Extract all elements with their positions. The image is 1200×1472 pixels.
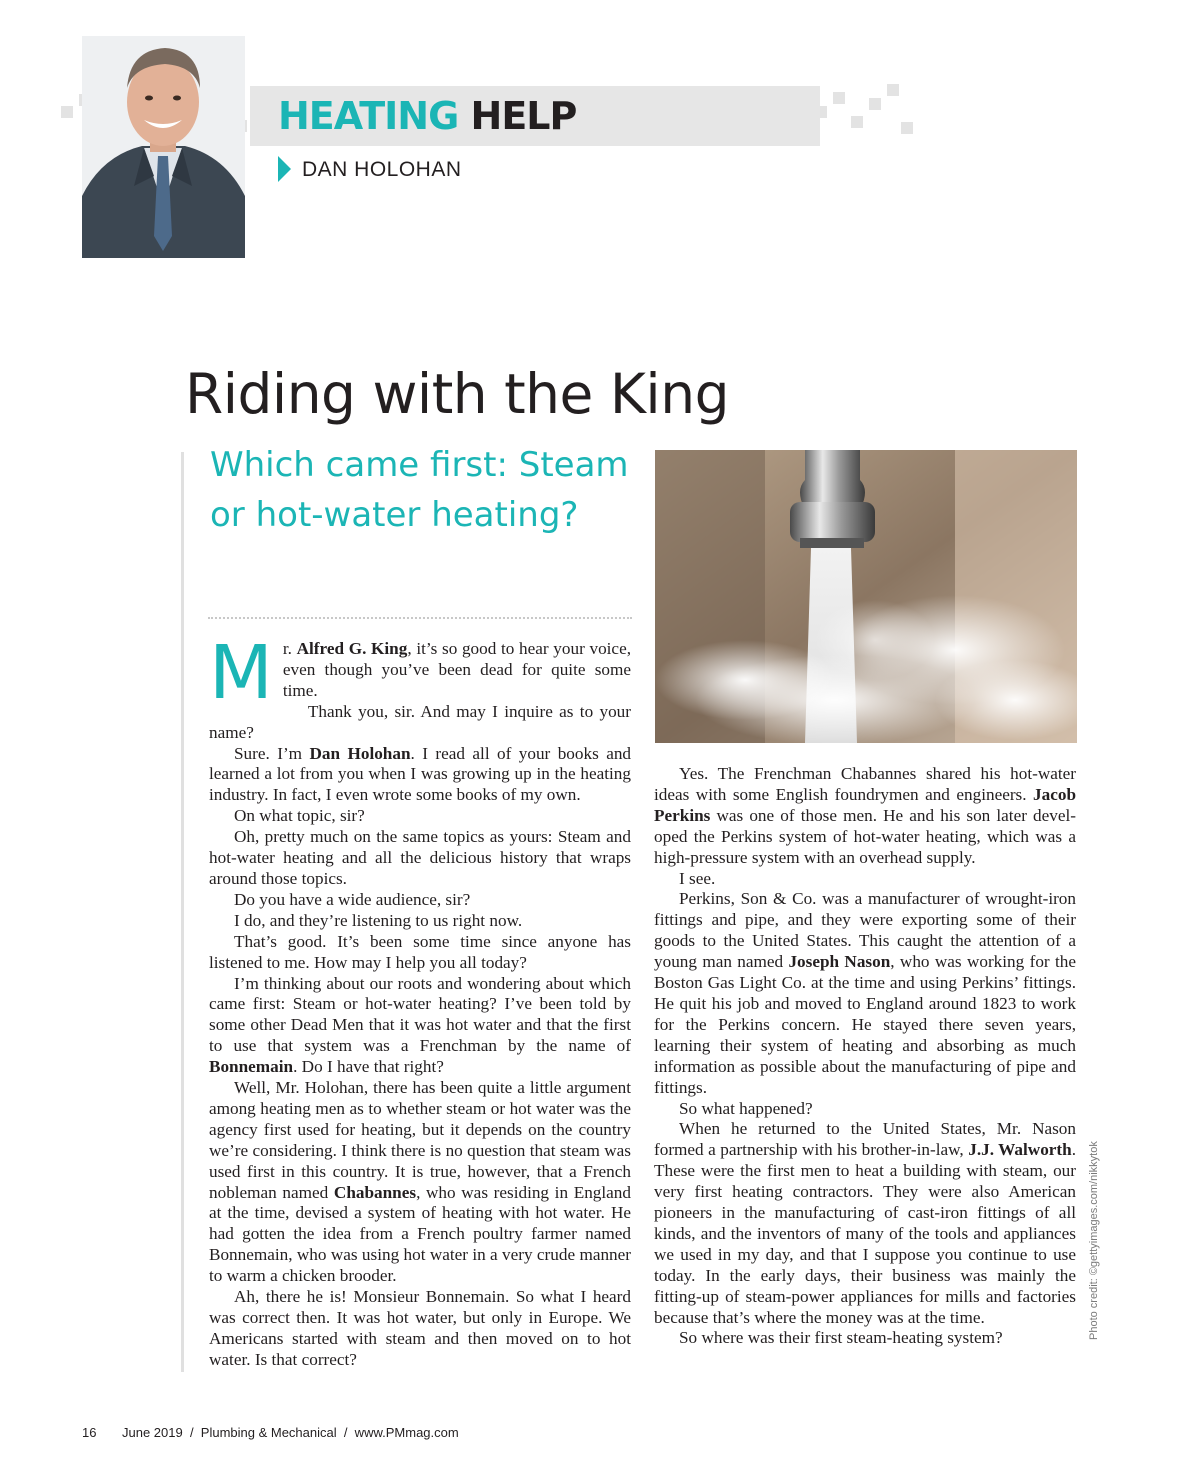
author-portrait [82,36,245,258]
bold-name: Dan Holohan [309,743,411,763]
text-run: Do you have a wide audience, sir? [234,889,471,909]
text-run: That’s good. It’s been some time since anyone has listened to me. How may I help you all today? [209,931,631,972]
text-run: . Do I have that right? [293,1057,444,1077]
text-run: Ah, there he is! Monsieur Bonnemain. So what I heard was correct then. It was hot water, but only in Europe. We Americans started with steam and then moved on to hot water. Is that correct? [209,1287,631,1369]
right-column-body [654,764,1076,1349]
text-run: I see. [679,868,716,888]
text-run: , who was working for the Boston Gas Light Co. at the time and using Perkins’ fittings. He quit his job and moved to England around 1823 to work for the Perkins concern. He stayed there seven years, learning their system of heating and absorbing as much information as possible about the manufacturing of pipe and fittings. [654,952,1076,1097]
body-paragraph [209,890,631,911]
author-name: DAN HOLOHAN [302,158,462,181]
department-title [278,90,576,142]
body-paragraph [654,1099,1076,1120]
text-run: So what happened? [679,1098,813,1118]
body-paragraph [209,827,631,890]
body-paragraph [654,764,1076,869]
issue-line: June 2019 / Plumbing & Mechanical / www.PMmag.com [122,1425,459,1440]
bold-name: Jacob Perkins [654,784,1076,825]
text-run: I’m thinking about our roots and wondering about which came first: Steam or hot-water heating? I’ve been told by some other Dead Men that it was hot water and that the first to use that system was a Frenchman by the name of [209,973,631,1056]
body-paragraph [654,889,1076,1098]
body-paragraph [209,744,631,807]
left-column-body [209,630,632,1371]
text-run: Yes. The Frenchman Chabannes shared his hot-water ideas with some English foundrymen and engineers. [654,764,1076,804]
photo-credit: Photo credit: ©gettyimages.com/nikkytok [1088,1141,1100,1340]
body-paragraph [209,806,631,827]
bold-name: J.J. Walworth [968,1140,1072,1160]
text-run: Oh, pretty much on the same topics as yours: Steam and hot-water heating and all the delicious history that wraps around those topics. [209,827,631,888]
page-number: 16 [82,1425,97,1440]
right-column [654,764,1076,1349]
text-run: , who was residing in England at the time, devised a system of heating with hot water. He had gotten the idea from a French poultry farmer named Bonnemain, who was using hot water in a very crude manner to warm a chicken brooder. [209,1182,631,1286]
text-run: Well, Mr. Holohan, there has been quite a little argument among heating men as to whether steam or hot water was the agency first used for heating, but it depends on the country we’re considering. I think there is no question that steam was used first in this country. It is true, however, that a French nobleman named [209,1078,631,1202]
text-run: was one of those men. He and his son later developed the Perkins system of hot-water heating, which was a high-pressure system with an overhead supply. [654,805,1076,867]
drop-cap: M [209,630,273,716]
department-title-rest: HELP [470,94,577,138]
body-paragraph [209,1078,631,1287]
body-paragraph [209,1287,631,1371]
column-rule [181,452,184,1372]
bold-name: Chabannes [333,1182,417,1202]
text-run: Sure. I’m [234,743,310,763]
body-paragraph [654,869,1076,890]
text-run: On what topic, sir? [234,806,365,826]
text-run: , it’s so good to hear your voice, even though you’ve been dead for quite some time. [282,639,631,700]
text-run: When he returned to the United States, Mr. Nason formed a partnership with his brother-in-law, [654,1119,1076,1160]
text-run: . I read all of your books and learned a lot from you when I was growing up in the heating industry. In fact, I even wrote some books of my own. [209,743,632,805]
body-paragraph [209,974,631,1079]
article-headline: Riding with the King [185,362,729,426]
department-title-accent: HEATING [278,94,459,138]
text-run: Perkins, Son & Co. was a manufacturer of wrought-iron fittings and pipe, and they were exporting some of their goods to the United States. This caught the attention of a young man named [654,889,1076,972]
text-run: So where was their first steam-heating system? [679,1328,1003,1348]
author-arrow-icon [278,156,291,182]
faucet-steam-photo [655,450,1077,743]
left-column [209,630,632,1371]
text-run: I do, and they’re listening to us right now. [234,910,523,930]
dotted-divider [208,617,632,619]
bold-name: Joseph Nason [788,952,891,972]
body-paragraph [209,911,631,932]
body-paragraph [654,1328,1076,1349]
bold-name: Alfred G. King [296,639,408,658]
text-run: . These were the first men to heat a building with steam, our very first heating contractors. They were also American pioneers in the manufacturing of cast-iron fittings of all kinds, and the inventors of many of the tools and appliances we used in my day, and that I suppose you continue to use today. In the early days, their business was mainly the fitting-up of steam-power appliances for mills and factories because that’s where the money was at the time. [654,1140,1076,1327]
text-run: r. [282,639,297,658]
text-run: Thank you, sir. And may I inquire as to your name? [209,701,631,742]
body-paragraph [209,932,631,974]
body-paragraph [654,1119,1076,1328]
article-deck: Which came first: Steam or hot-water heating? [210,445,629,535]
bold-name: Bonnemain [209,1057,294,1077]
